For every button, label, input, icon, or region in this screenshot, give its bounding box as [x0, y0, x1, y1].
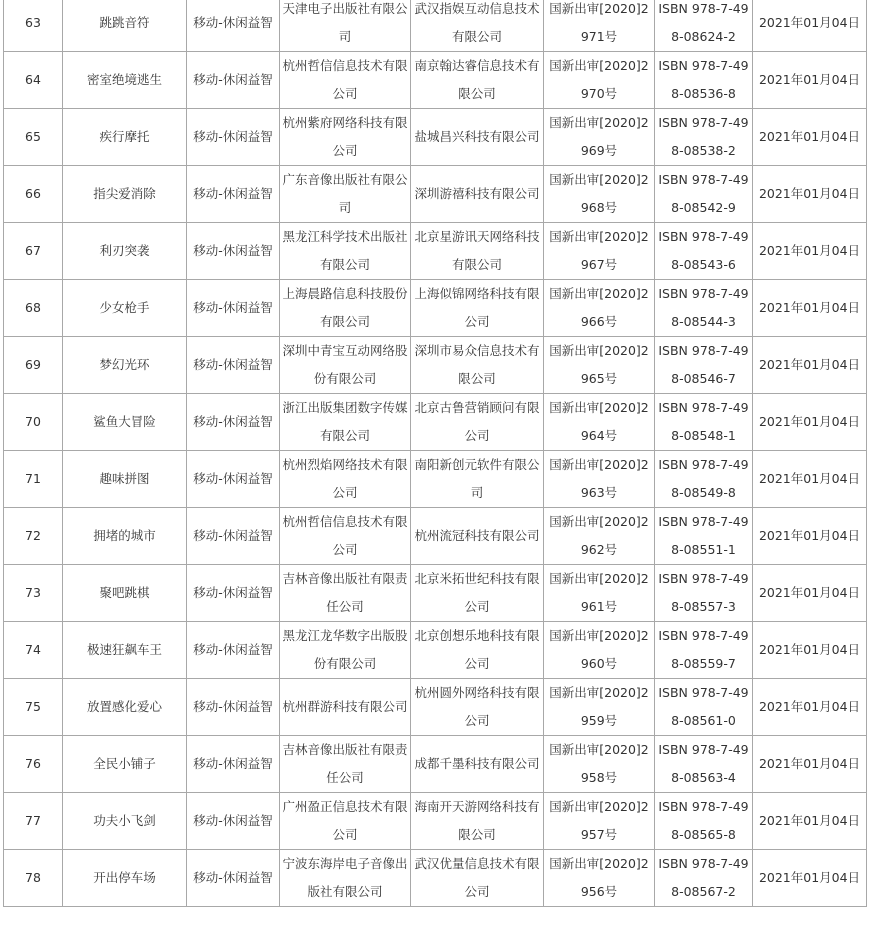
- game-name-cell: 利刃突袭: [63, 223, 187, 280]
- row-number-cell: 76: [4, 736, 63, 793]
- game-name-cell: 趣味拼图: [63, 451, 187, 508]
- game-name-cell: 拥堵的城市: [63, 508, 187, 565]
- table-body: [4, 0, 867, 907]
- operator-cell: 杭州流冠科技有限公司: [411, 508, 544, 565]
- publisher-cell: 深圳中青宝互动网络股份有限公司: [280, 337, 411, 394]
- category-cell: 移动-休闲益智: [187, 679, 280, 736]
- game-name-cell: 极速狂飙车王: [63, 622, 187, 679]
- category-cell: 移动-休闲益智: [187, 793, 280, 850]
- isbn-cell: ISBN 978-7-498-08563-4: [655, 736, 753, 793]
- isbn-cell: ISBN 978-7-498-08551-1: [655, 508, 753, 565]
- operator-cell: 深圳游禧科技有限公司: [411, 166, 544, 223]
- row-number-cell: 67: [4, 223, 63, 280]
- publisher-cell: 上海晨路信息科技股份有限公司: [280, 280, 411, 337]
- approval-date-cell: 2021年01月04日: [753, 109, 867, 166]
- row-number-cell: 68: [4, 280, 63, 337]
- approval-number-cell: 国新出审[2020]2956号: [544, 850, 655, 907]
- approval-date-cell: 2021年01月04日: [753, 622, 867, 679]
- table-row: [4, 280, 867, 337]
- isbn-cell: ISBN 978-7-498-08544-3: [655, 280, 753, 337]
- isbn-cell: ISBN 978-7-498-08559-7: [655, 622, 753, 679]
- publisher-cell: 杭州烈焰网络技术有限公司: [280, 451, 411, 508]
- operator-cell: 海南开天游网络科技有限公司: [411, 793, 544, 850]
- category-cell: 移动-休闲益智: [187, 451, 280, 508]
- operator-cell: 杭州圆外网络科技有限公司: [411, 679, 544, 736]
- approval-number-cell: 国新出审[2020]2959号: [544, 679, 655, 736]
- row-number-cell: 78: [4, 850, 63, 907]
- game-approval-table: [3, 0, 867, 907]
- approval-number-cell: 国新出审[2020]2970号: [544, 52, 655, 109]
- row-number-cell: 72: [4, 508, 63, 565]
- operator-cell: 盐城昌兴科技有限公司: [411, 109, 544, 166]
- approval-number-cell: 国新出审[2020]2971号: [544, 0, 655, 52]
- row-number-cell: 71: [4, 451, 63, 508]
- row-number-cell: 70: [4, 394, 63, 451]
- publisher-cell: 杭州哲信信息技术有限公司: [280, 52, 411, 109]
- approval-date-cell: 2021年01月04日: [753, 679, 867, 736]
- approval-date-cell: 2021年01月04日: [753, 850, 867, 907]
- table-row: [4, 679, 867, 736]
- approval-date-cell: 2021年01月04日: [753, 0, 867, 52]
- row-number-cell: 73: [4, 565, 63, 622]
- table-row: [4, 337, 867, 394]
- publisher-cell: 黑龙江科学技术出版社有限公司: [280, 223, 411, 280]
- operator-cell: 北京星游讯天网络科技有限公司: [411, 223, 544, 280]
- approval-number-cell: 国新出审[2020]2964号: [544, 394, 655, 451]
- approval-date-cell: 2021年01月04日: [753, 337, 867, 394]
- operator-cell: 上海似锦网络科技有限公司: [411, 280, 544, 337]
- approval-date-cell: 2021年01月04日: [753, 52, 867, 109]
- game-name-cell: 放置感化爱心: [63, 679, 187, 736]
- table-row: [4, 736, 867, 793]
- isbn-cell: ISBN 978-7-498-08557-3: [655, 565, 753, 622]
- category-cell: 移动-休闲益智: [187, 0, 280, 52]
- isbn-cell: ISBN 978-7-498-08542-9: [655, 166, 753, 223]
- operator-cell: 北京古鲁营销顾问有限公司: [411, 394, 544, 451]
- game-name-cell: 少女枪手: [63, 280, 187, 337]
- row-number-cell: 74: [4, 622, 63, 679]
- publisher-cell: 黑龙江龙华数字出版股份有限公司: [280, 622, 411, 679]
- approval-number-cell: 国新出审[2020]2965号: [544, 337, 655, 394]
- table-row: [4, 394, 867, 451]
- table-row: [4, 622, 867, 679]
- game-name-cell: 全民小铺子: [63, 736, 187, 793]
- approval-number-cell: 国新出审[2020]2969号: [544, 109, 655, 166]
- isbn-cell: ISBN 978-7-498-08561-0: [655, 679, 753, 736]
- operator-cell: 成都千墨科技有限公司: [411, 736, 544, 793]
- approval-number-cell: 国新出审[2020]2961号: [544, 565, 655, 622]
- table-row: [4, 565, 867, 622]
- operator-cell: 南阳新创元软件有限公司: [411, 451, 544, 508]
- isbn-cell: ISBN 978-7-498-08624-2: [655, 0, 753, 52]
- category-cell: 移动-休闲益智: [187, 850, 280, 907]
- game-name-cell: 梦幻光环: [63, 337, 187, 394]
- row-number-cell: 66: [4, 166, 63, 223]
- publisher-cell: 浙江出版集团数字传媒有限公司: [280, 394, 411, 451]
- game-name-cell: 鲨鱼大冒险: [63, 394, 187, 451]
- category-cell: 移动-休闲益智: [187, 337, 280, 394]
- table-row: [4, 223, 867, 280]
- table-row: [4, 793, 867, 850]
- approval-date-cell: 2021年01月04日: [753, 451, 867, 508]
- isbn-cell: ISBN 978-7-498-08567-2: [655, 850, 753, 907]
- table-row: [4, 52, 867, 109]
- publisher-cell: 宁波东海岸电子音像出版社有限公司: [280, 850, 411, 907]
- isbn-cell: ISBN 978-7-498-08546-7: [655, 337, 753, 394]
- operator-cell: 南京翰达睿信息技术有限公司: [411, 52, 544, 109]
- game-name-cell: 聚吧跳棋: [63, 565, 187, 622]
- publisher-cell: 吉林音像出版社有限责任公司: [280, 736, 411, 793]
- approval-number-cell: 国新出审[2020]2963号: [544, 451, 655, 508]
- approval-date-cell: 2021年01月04日: [753, 793, 867, 850]
- approval-date-cell: 2021年01月04日: [753, 280, 867, 337]
- isbn-cell: ISBN 978-7-498-08538-2: [655, 109, 753, 166]
- approval-date-cell: 2021年01月04日: [753, 223, 867, 280]
- operator-cell: 北京米拓世纪科技有限公司: [411, 565, 544, 622]
- game-name-cell: 功夫小飞剑: [63, 793, 187, 850]
- category-cell: 移动-休闲益智: [187, 223, 280, 280]
- game-name-cell: 指尖爱消除: [63, 166, 187, 223]
- approval-date-cell: 2021年01月04日: [753, 166, 867, 223]
- table-row: [4, 451, 867, 508]
- approval-number-cell: 国新出审[2020]2967号: [544, 223, 655, 280]
- isbn-cell: ISBN 978-7-498-08549-8: [655, 451, 753, 508]
- publisher-cell: 杭州紫府网络科技有限公司: [280, 109, 411, 166]
- approval-number-cell: 国新出审[2020]2966号: [544, 280, 655, 337]
- publisher-cell: 天津电子出版社有限公司: [280, 0, 411, 52]
- isbn-cell: ISBN 978-7-498-08565-8: [655, 793, 753, 850]
- category-cell: 移动-休闲益智: [187, 394, 280, 451]
- table-row: [4, 109, 867, 166]
- isbn-cell: ISBN 978-7-498-08536-8: [655, 52, 753, 109]
- operator-cell: 武汉优量信息技术有限公司: [411, 850, 544, 907]
- game-name-cell: 跳跳音符: [63, 0, 187, 52]
- operator-cell: 北京创想乐地科技有限公司: [411, 622, 544, 679]
- row-number-cell: 75: [4, 679, 63, 736]
- category-cell: 移动-休闲益智: [187, 736, 280, 793]
- category-cell: 移动-休闲益智: [187, 622, 280, 679]
- approval-date-cell: 2021年01月04日: [753, 736, 867, 793]
- publisher-cell: 杭州群游科技有限公司: [280, 679, 411, 736]
- game-name-cell: 疾行摩托: [63, 109, 187, 166]
- category-cell: 移动-休闲益智: [187, 280, 280, 337]
- isbn-cell: ISBN 978-7-498-08543-6: [655, 223, 753, 280]
- category-cell: 移动-休闲益智: [187, 565, 280, 622]
- approval-number-cell: 国新出审[2020]2957号: [544, 793, 655, 850]
- operator-cell: 深圳市易众信息技术有限公司: [411, 337, 544, 394]
- table-row: [4, 850, 867, 907]
- approval-number-cell: 国新出审[2020]2960号: [544, 622, 655, 679]
- approval-date-cell: 2021年01月04日: [753, 394, 867, 451]
- isbn-cell: ISBN 978-7-498-08548-1: [655, 394, 753, 451]
- approval-number-cell: 国新出审[2020]2958号: [544, 736, 655, 793]
- row-number-cell: 77: [4, 793, 63, 850]
- approval-date-cell: 2021年01月04日: [753, 565, 867, 622]
- approval-date-cell: 2021年01月04日: [753, 508, 867, 565]
- row-number-cell: 64: [4, 52, 63, 109]
- category-cell: 移动-休闲益智: [187, 52, 280, 109]
- category-cell: 移动-休闲益智: [187, 508, 280, 565]
- row-number-cell: 69: [4, 337, 63, 394]
- publisher-cell: 吉林音像出版社有限责任公司: [280, 565, 411, 622]
- row-number-cell: 63: [4, 0, 63, 52]
- table-row: [4, 508, 867, 565]
- table-row: [4, 166, 867, 223]
- category-cell: 移动-休闲益智: [187, 166, 280, 223]
- operator-cell: 武汉指娱互动信息技术有限公司: [411, 0, 544, 52]
- category-cell: 移动-休闲益智: [187, 109, 280, 166]
- table-row: [4, 0, 867, 52]
- approval-number-cell: 国新出审[2020]2962号: [544, 508, 655, 565]
- publisher-cell: 杭州哲信信息技术有限公司: [280, 508, 411, 565]
- game-name-cell: 密室绝境逃生: [63, 52, 187, 109]
- game-name-cell: 开出停车场: [63, 850, 187, 907]
- publisher-cell: 广东音像出版社有限公司: [280, 166, 411, 223]
- publisher-cell: 广州盈正信息技术有限公司: [280, 793, 411, 850]
- approval-number-cell: 国新出审[2020]2968号: [544, 166, 655, 223]
- row-number-cell: 65: [4, 109, 63, 166]
